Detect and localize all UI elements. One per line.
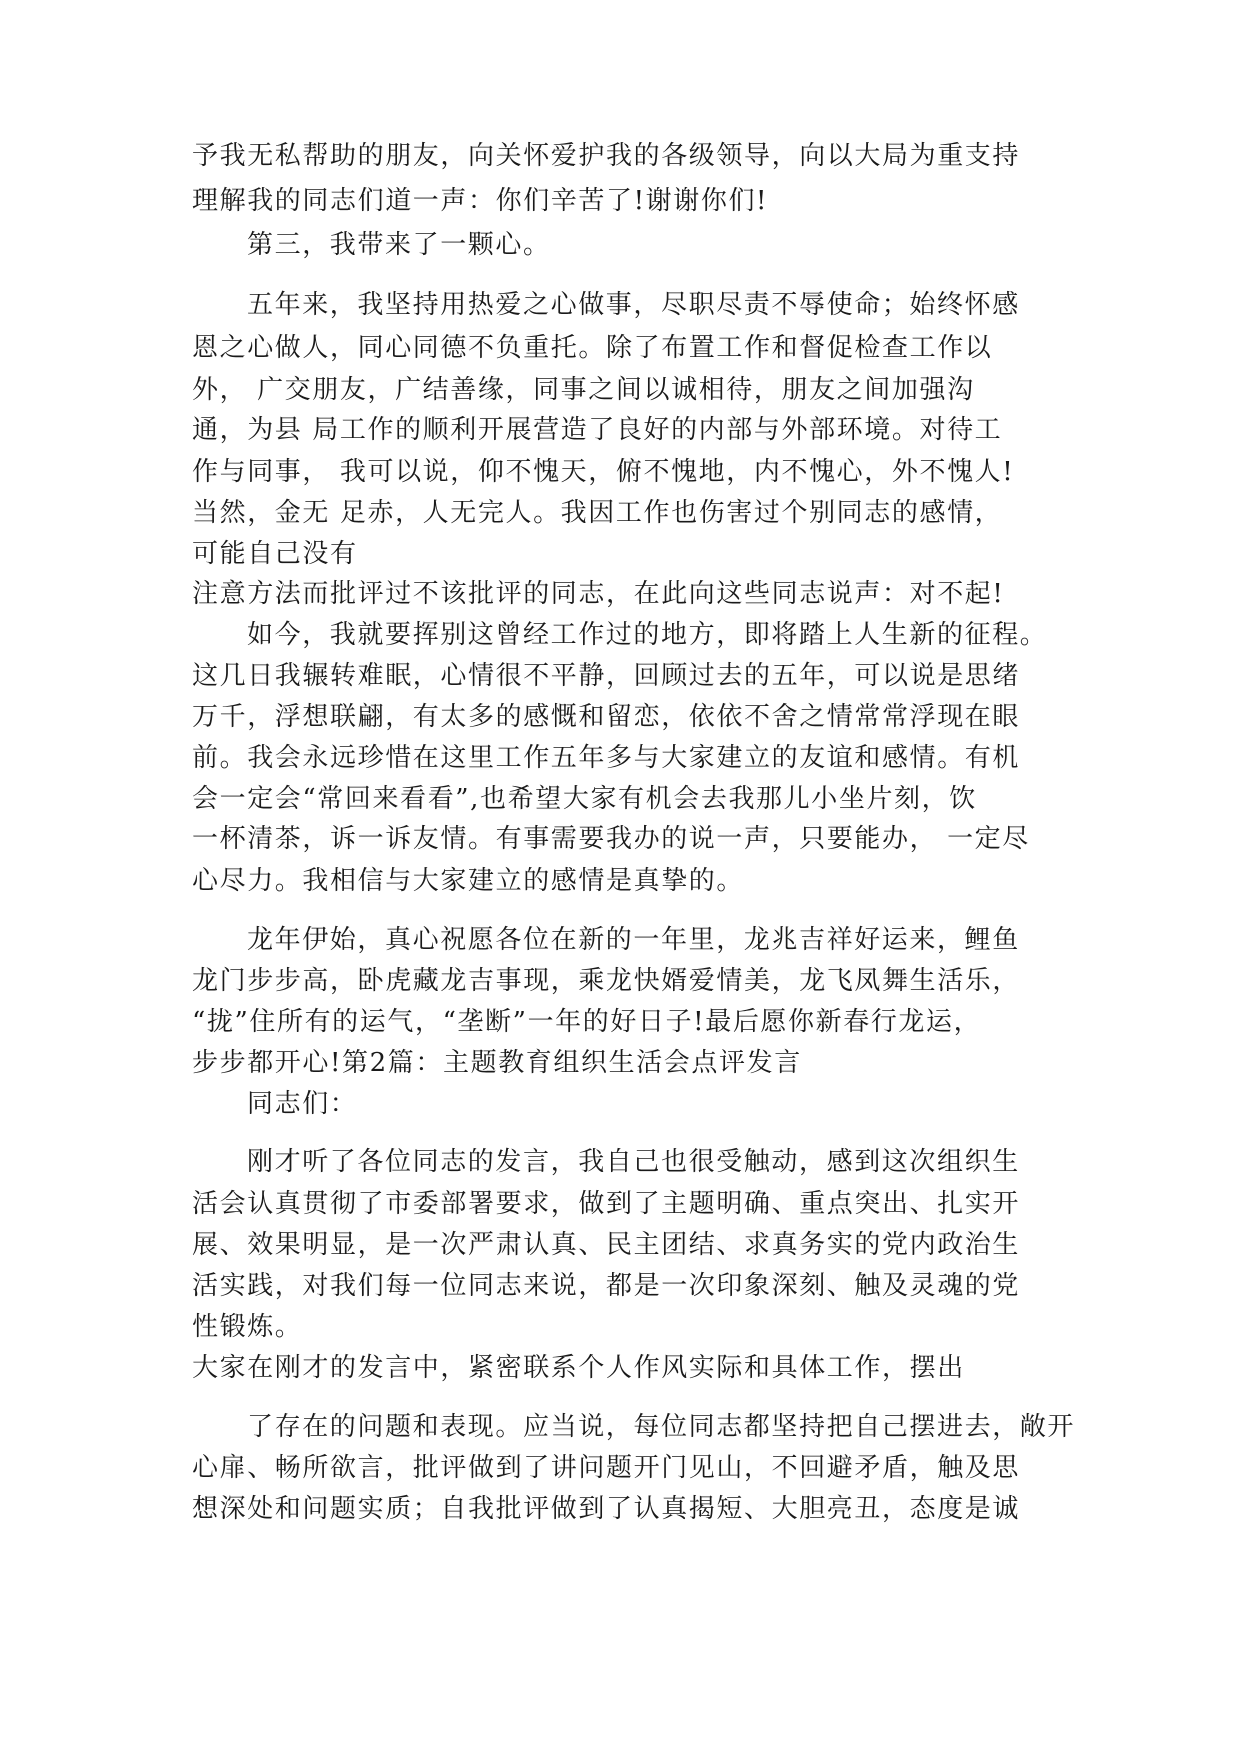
text-line: 同志们： <box>247 1089 358 1119</box>
text-line: 恩之心做人，同心同德不负重托。除了布置工作和督促检查工作以 <box>192 333 993 363</box>
text-line: 刚才听了各位同志的发言，我自己也很受触动，感到这次组织生 <box>247 1147 1020 1177</box>
text-line: 龙门步步高，卧虎藏龙吉事现，乘龙快婿爱情美，龙飞凤舞生活乐， <box>192 966 1021 996</box>
text-line: 一杯清茶，诉一诉友情。有事需要我办的说一声，只要能办， 一定尽 <box>192 824 1030 854</box>
text-line: 想深处和问题实质；自我批评做到了认真揭短、大胆亮丑，态度是诚 <box>192 1494 1021 1524</box>
text-line: 性锻炼。 <box>192 1312 303 1342</box>
text-line: 可能自己没有 <box>192 539 358 569</box>
text-line: 会一定会“常回来看看”,也希望大家有机会去我那儿小坐片刻，饮 <box>192 784 977 814</box>
text-line: 心尽力。我相信与大家建立的感情是真挚的。 <box>192 866 745 896</box>
text-line: 龙年伊始，真心祝愿各位在新的一年里，龙兆吉祥好运来，鲤鱼 <box>247 925 1020 955</box>
text-line: 活实践，对我们每一位同志来说，都是一次印象深刻、触及灵魂的党 <box>192 1271 1021 1301</box>
text-line: 活会认真贯彻了市委部署要求，做到了主题明确、重点突出、扎实开 <box>192 1189 1021 1219</box>
text-line: 通，为县 局工作的顺利开展营造了良好的内部与外部环境。对待工 <box>192 415 1003 445</box>
text-line: 前。我会永远珍惜在这里工作五年多与大家建立的友谊和感情。有机 <box>192 743 1021 773</box>
text-line: 理解我的同志们道一声：你们辛苦了!谢谢你们! <box>192 186 769 216</box>
text-line: 步步都开心!第2篇：主题教育组织生活会点评发言 <box>192 1048 802 1078</box>
text-line: 了存在的问题和表现。应当说，每位同志都坚持把自己摆进去，敞开 <box>247 1412 1076 1442</box>
text-line: 万千，浮想联翩，有太多的感慨和留恋，依依不舍之情常常浮现在眼 <box>192 702 1021 732</box>
text-line: 如今，我就要挥别这曾经工作过的地方，即将踏上人生新的征程。 <box>247 620 1048 650</box>
text-line: 第三，我带来了一颗心。 <box>247 230 551 260</box>
text-line: 这几日我辗转难眠，心情很不平静，回顾过去的五年，可以说是思绪 <box>192 661 1021 691</box>
text-line: 外， 广交朋友，广结善缘，同事之间以诚相待，朋友之间加强沟 <box>192 375 975 405</box>
text-line: 作与同事， 我可以说，仰不愧天，俯不愧地，内不愧心，外不愧人! <box>192 457 1015 487</box>
text-line: 大家在刚才的发言中，紧密联系个人作风实际和具体工作，摆出 <box>192 1353 965 1383</box>
text-line: 予我无私帮助的朋友，向关怀爱护我的各级领导，向以大局为重支持 <box>192 141 1021 171</box>
text-line: 心扉、畅所欲言，批评做到了讲问题开门见山，不回避矛盾，触及思 <box>192 1453 1021 1483</box>
text-line: 当然，金无 足赤，人无完人。我因工作也伤害过个别同志的感情， <box>192 498 1003 528</box>
text-line: 注意方法而批评过不该批评的同志，在此向这些同志说声：对不起! <box>192 579 1005 609</box>
text-line: 五年来，我坚持用热爱之心做事，尽职尽责不辱使命；始终怀感 <box>247 290 1020 320</box>
text-line: “拢”住所有的运气，“垄断”一年的好日子!最后愿你新春行龙运， <box>192 1007 982 1037</box>
text-line: 展、效果明显，是一次严肃认真、民主团结、求真务实的党内政治生 <box>192 1230 1021 1260</box>
